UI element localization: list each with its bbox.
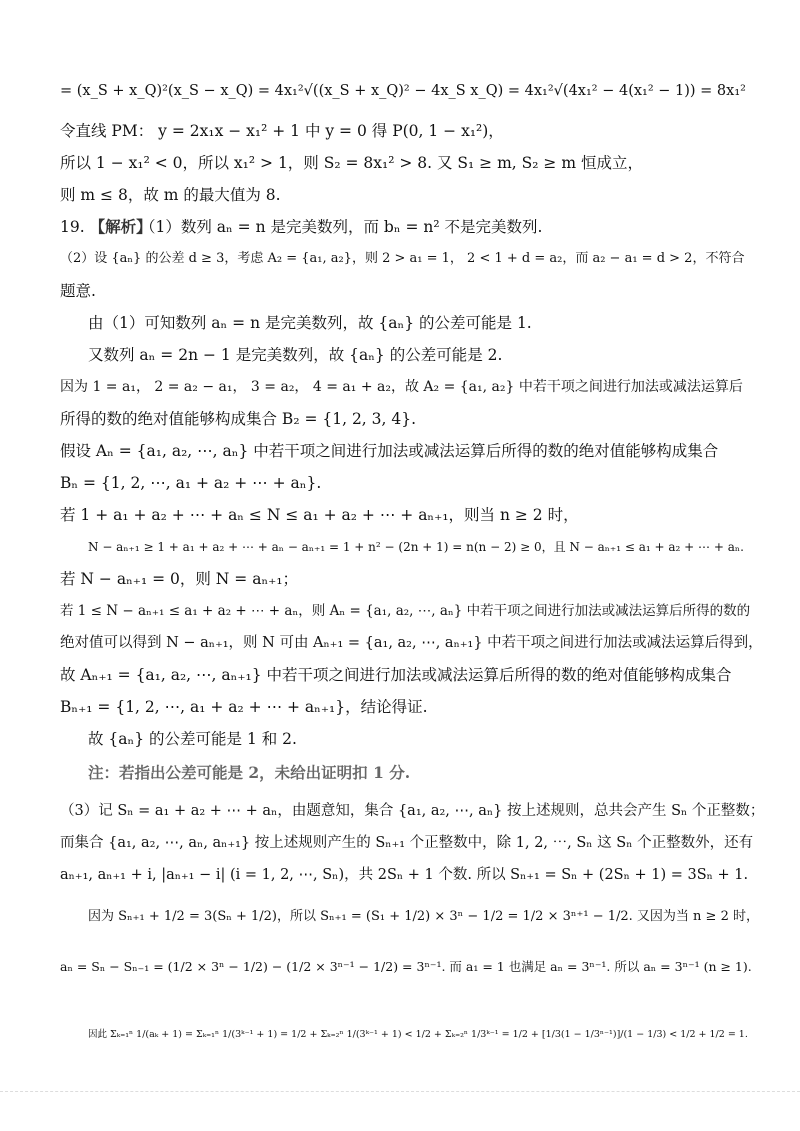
text-line: 绝对值可以得到 N − aₙ₊₁，则 N 可由 Aₙ₊₁ = {a₁, a₂, ⋯, aₙ₊₁} 中若干项之间进行加法或减法运算后得到， (60, 635, 763, 651)
text-line: aₙ₊₁, aₙ₊₁ + i, |aₙ₊₁ − i| (i = 1, 2, ⋯, Sₙ)，共 2Sₙ + 1 个数. 所以 Sₙ₊₁ = Sₙ + (2Sₙ + 1) = 3Sₙ + 1. (60, 867, 749, 883)
text-line: 若 1 + a₁ + a₂ + ⋯ + aₙ ≤ N ≤ a₁ + a₂ + ⋯ + aₙ₊₁，则当 n ≥ 2 时， (60, 506, 579, 524)
text-line: 令直线 PM： y = 2x₁x − x₁² + 1 中 y = 0 得 P(0, 1 − x₁²)， (60, 122, 504, 140)
analysis-tag: 【解析】 (89, 217, 152, 236)
text-line: 题意. (60, 282, 96, 300)
text-line: 若 N − aₙ₊₁ = 0，则 N = aₙ₊₁； (60, 570, 299, 588)
text-line: 若 1 ≤ N − aₙ₊₁ ≤ a₁ + a₂ + ⋯ + aₙ，则 Aₙ = {a₁, a₂, ⋯, aₙ} 中若干项之间进行加法或减法运算后所得的数的 (60, 603, 751, 619)
text-line: 而集合 {a₁, a₂, ⋯, aₙ, aₙ₊₁} 按上述规则产生的 Sₙ₊₁ 个正整数中，除 1, 2, ⋯, Sₙ 这 Sₙ 个正整数外，还有 (60, 835, 754, 851)
text-line: （3）记 Sₙ = a₁ + a₂ + ⋯ + aₙ，由题意知，集合 {a₁, a₂, ⋯, aₙ} 按上述规则，总共会产生 Sₙ 个正整数； (60, 803, 764, 819)
grading-note: 注：若指出公差可能是 2，未给出证明扣 1 分. (88, 763, 411, 782)
text-line: 则 m ≤ 8，故 m 的最大值为 8. (60, 186, 281, 204)
page-bottom-rule (0, 1091, 800, 1092)
text-line: N − aₙ₊₁ ≥ 1 + a₁ + a₂ + ⋯ + aₙ − aₙ₊₁ = 1 + n² − (2n + 1) = n(n − 2) ≥ 0，且 N − aₙ₊₁ ≤ a₁ + a₂ + ⋯ + aₙ. (88, 540, 744, 554)
text-line: 所得的数的绝对值能够构成集合 B₂ = {1, 2, 3, 4}. (60, 410, 417, 428)
text-line: 所以 1 − x₁² < 0，所以 x₁² > 1，则 S₂ = 8x₁² > 8. 又 S₁ ≥ m, S₂ ≥ m 恒成立， (60, 154, 643, 172)
text-line: 因此 Σₖ₌₁ⁿ 1/(aₖ + 1) = Σₖ₌₁ⁿ 1/(3ᵏ⁻¹ + 1) = 1/2 + Σₖ₌₂ⁿ 1/(3ᵏ⁻¹ + 1) < 1/2 + Σₖ₌₂ⁿ 1/3ᵏ⁻¹ = 1/2 + [1/3(1 − 1/3ⁿ⁻¹)]/(1 − 1/3) < 1/2 + 1/2 = 1. (88, 1029, 748, 1040)
text-line: 因为 1 = a₁， 2 = a₂ − a₁， 3 = a₂， 4 = a₁ + a₂，故 A₂ = {a₁, a₂} 中若干项之间进行加法或减法运算后 (60, 379, 743, 395)
text-line: 假设 Aₙ = {a₁, a₂, ⋯, aₙ} 中若干项之间进行加法或减法运算后所得的数的绝对值能够构成集合 (60, 442, 719, 460)
text-line: aₙ = Sₙ − Sₙ₋₁ = (1/2 × 3ⁿ − 1/2) − (1/2 × 3ⁿ⁻¹ − 1/2) = 3ⁿ⁻¹. 而 a₁ = 1 也满足 aₙ = 3ⁿ⁻¹. 所以 aₙ = 3ⁿ⁻¹ (n ≥ 1). (60, 959, 752, 974)
text-line: 因为 Sₙ₊₁ + 1/2 = 3(Sₙ + 1/2)，所以 Sₙ₊₁ = (S₁ + 1/2) × 3ⁿ − 1/2 = 1/2 × 3ⁿ⁺¹ − 1/2. 又因为当 n ≥ 2 时， (88, 909, 759, 924)
text-line: （2）设 {aₙ} 的公差 d ≥ 3，考虑 A₂ = {a₁, a₂}，则 2 > a₁ = 1， 2 < 1 + d = a₂，而 a₂ − a₁ = d > 2，不符合 (60, 251, 745, 266)
text-line: Bₙ₊₁ = {1, 2, ⋯, a₁ + a₂ + ⋯ + aₙ₊₁}，结论得证. (60, 698, 428, 716)
text-line: = (x_S + x_Q)²(x_S − x_Q) = 4x₁²√((x_S + x_Q)² − 4x_S x_Q) = 4x₁²√(4x₁² − 4(x₁² − 1)) = 8x₁² (60, 83, 746, 99)
text-line: （1）数列 aₙ = n 是完美数列，而 bₙ = n² 不是完美数列. (140, 218, 543, 236)
text-line: 故 {aₙ} 的公差可能是 1 和 2. (88, 730, 297, 748)
text-line: 由（1）可知数列 aₙ = n 是完美数列，故 {aₙ} 的公差可能是 1. (88, 314, 532, 332)
question-number: 19. (60, 218, 85, 236)
text-line: 又数列 aₙ = 2n − 1 是完美数列，故 {aₙ} 的公差可能是 2. (88, 346, 503, 364)
text-line: 故 Aₙ₊₁ = {a₁, a₂, ⋯, aₙ₊₁} 中若干项之间进行加法或减法运算后所得的数的绝对值能够构成集合 (60, 666, 732, 684)
text-line: Bₙ = {1, 2, ⋯, a₁ + a₂ + ⋯ + aₙ}. (60, 474, 322, 492)
